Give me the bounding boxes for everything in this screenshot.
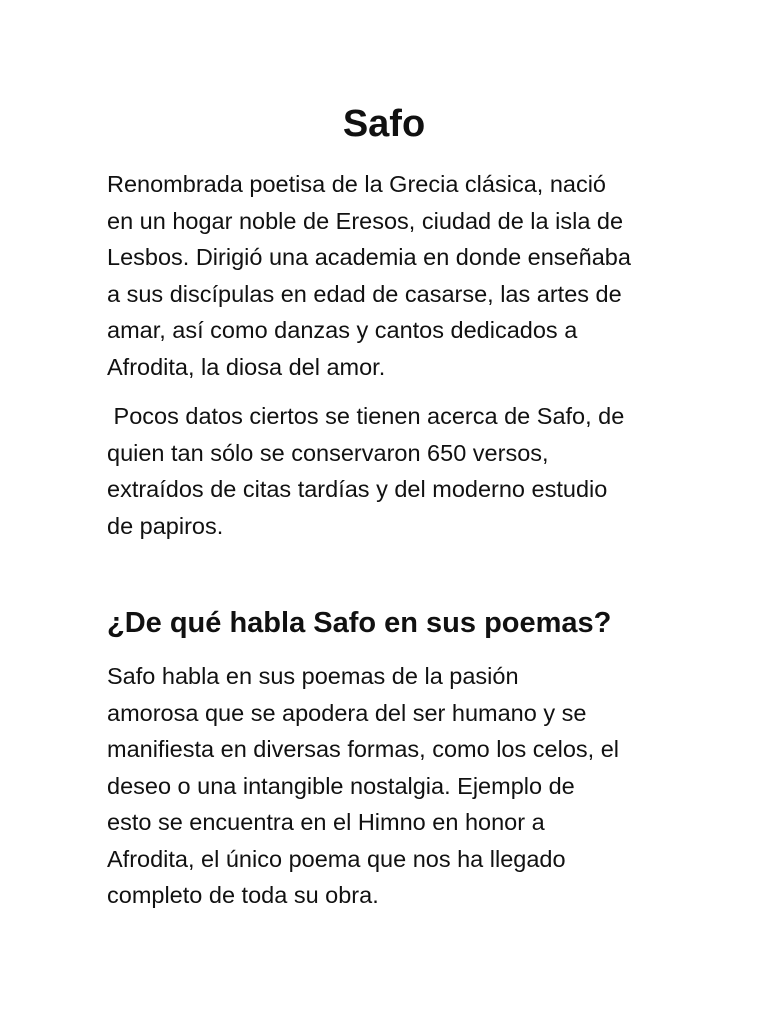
text-line: Safo habla en sus poemas de la pasión — [107, 663, 519, 689]
text-line: Renombrada poetisa de la Grecia clásica, nació — [107, 171, 606, 197]
section-heading: ¿De qué habla Safo en sus poemas? — [107, 607, 612, 639]
text-line: esto se encuentra en el Himno en honor a — [107, 809, 545, 835]
text-line: a sus discípulas en edad de casarse, las artes de — [107, 280, 622, 307]
text-line: Afrodita, el único poema que nos ha llegado — [107, 845, 566, 872]
text-line: extraídos de citas tardías y del moderno estudio — [107, 476, 608, 502]
text-line: amorosa que se apodera del ser humano y se — [107, 699, 587, 726]
page-title: Safo — [342, 103, 426, 145]
paragraph-intro — [107, 166, 672, 385]
text-line: de papiros. — [107, 512, 224, 539]
text-line: quien tan sólo se conservaron 650 versos, — [107, 439, 549, 466]
text-line: deseo o una intangible nostalgia. Ejemplo de — [107, 772, 575, 799]
text-line: completo de toda su obra. — [107, 882, 379, 908]
text-line: en un hogar noble de Eresos, ciudad de la isla de — [107, 207, 624, 234]
text-line: Afrodita, la diosa del amor. — [107, 353, 386, 380]
text-line: Pocos datos ciertos se tienen acerca de Safo, de — [107, 403, 625, 429]
paragraph-facts — [107, 398, 672, 544]
paragraph-poems — [107, 658, 672, 914]
text-line: amar, así como danzas y cantos dedicados a — [107, 317, 578, 343]
text-line: manifiesta en diversas formas, como los celos, el — [107, 736, 619, 762]
text-line: Lesbos. Dirigió una academia en donde enseñaba — [107, 244, 631, 270]
